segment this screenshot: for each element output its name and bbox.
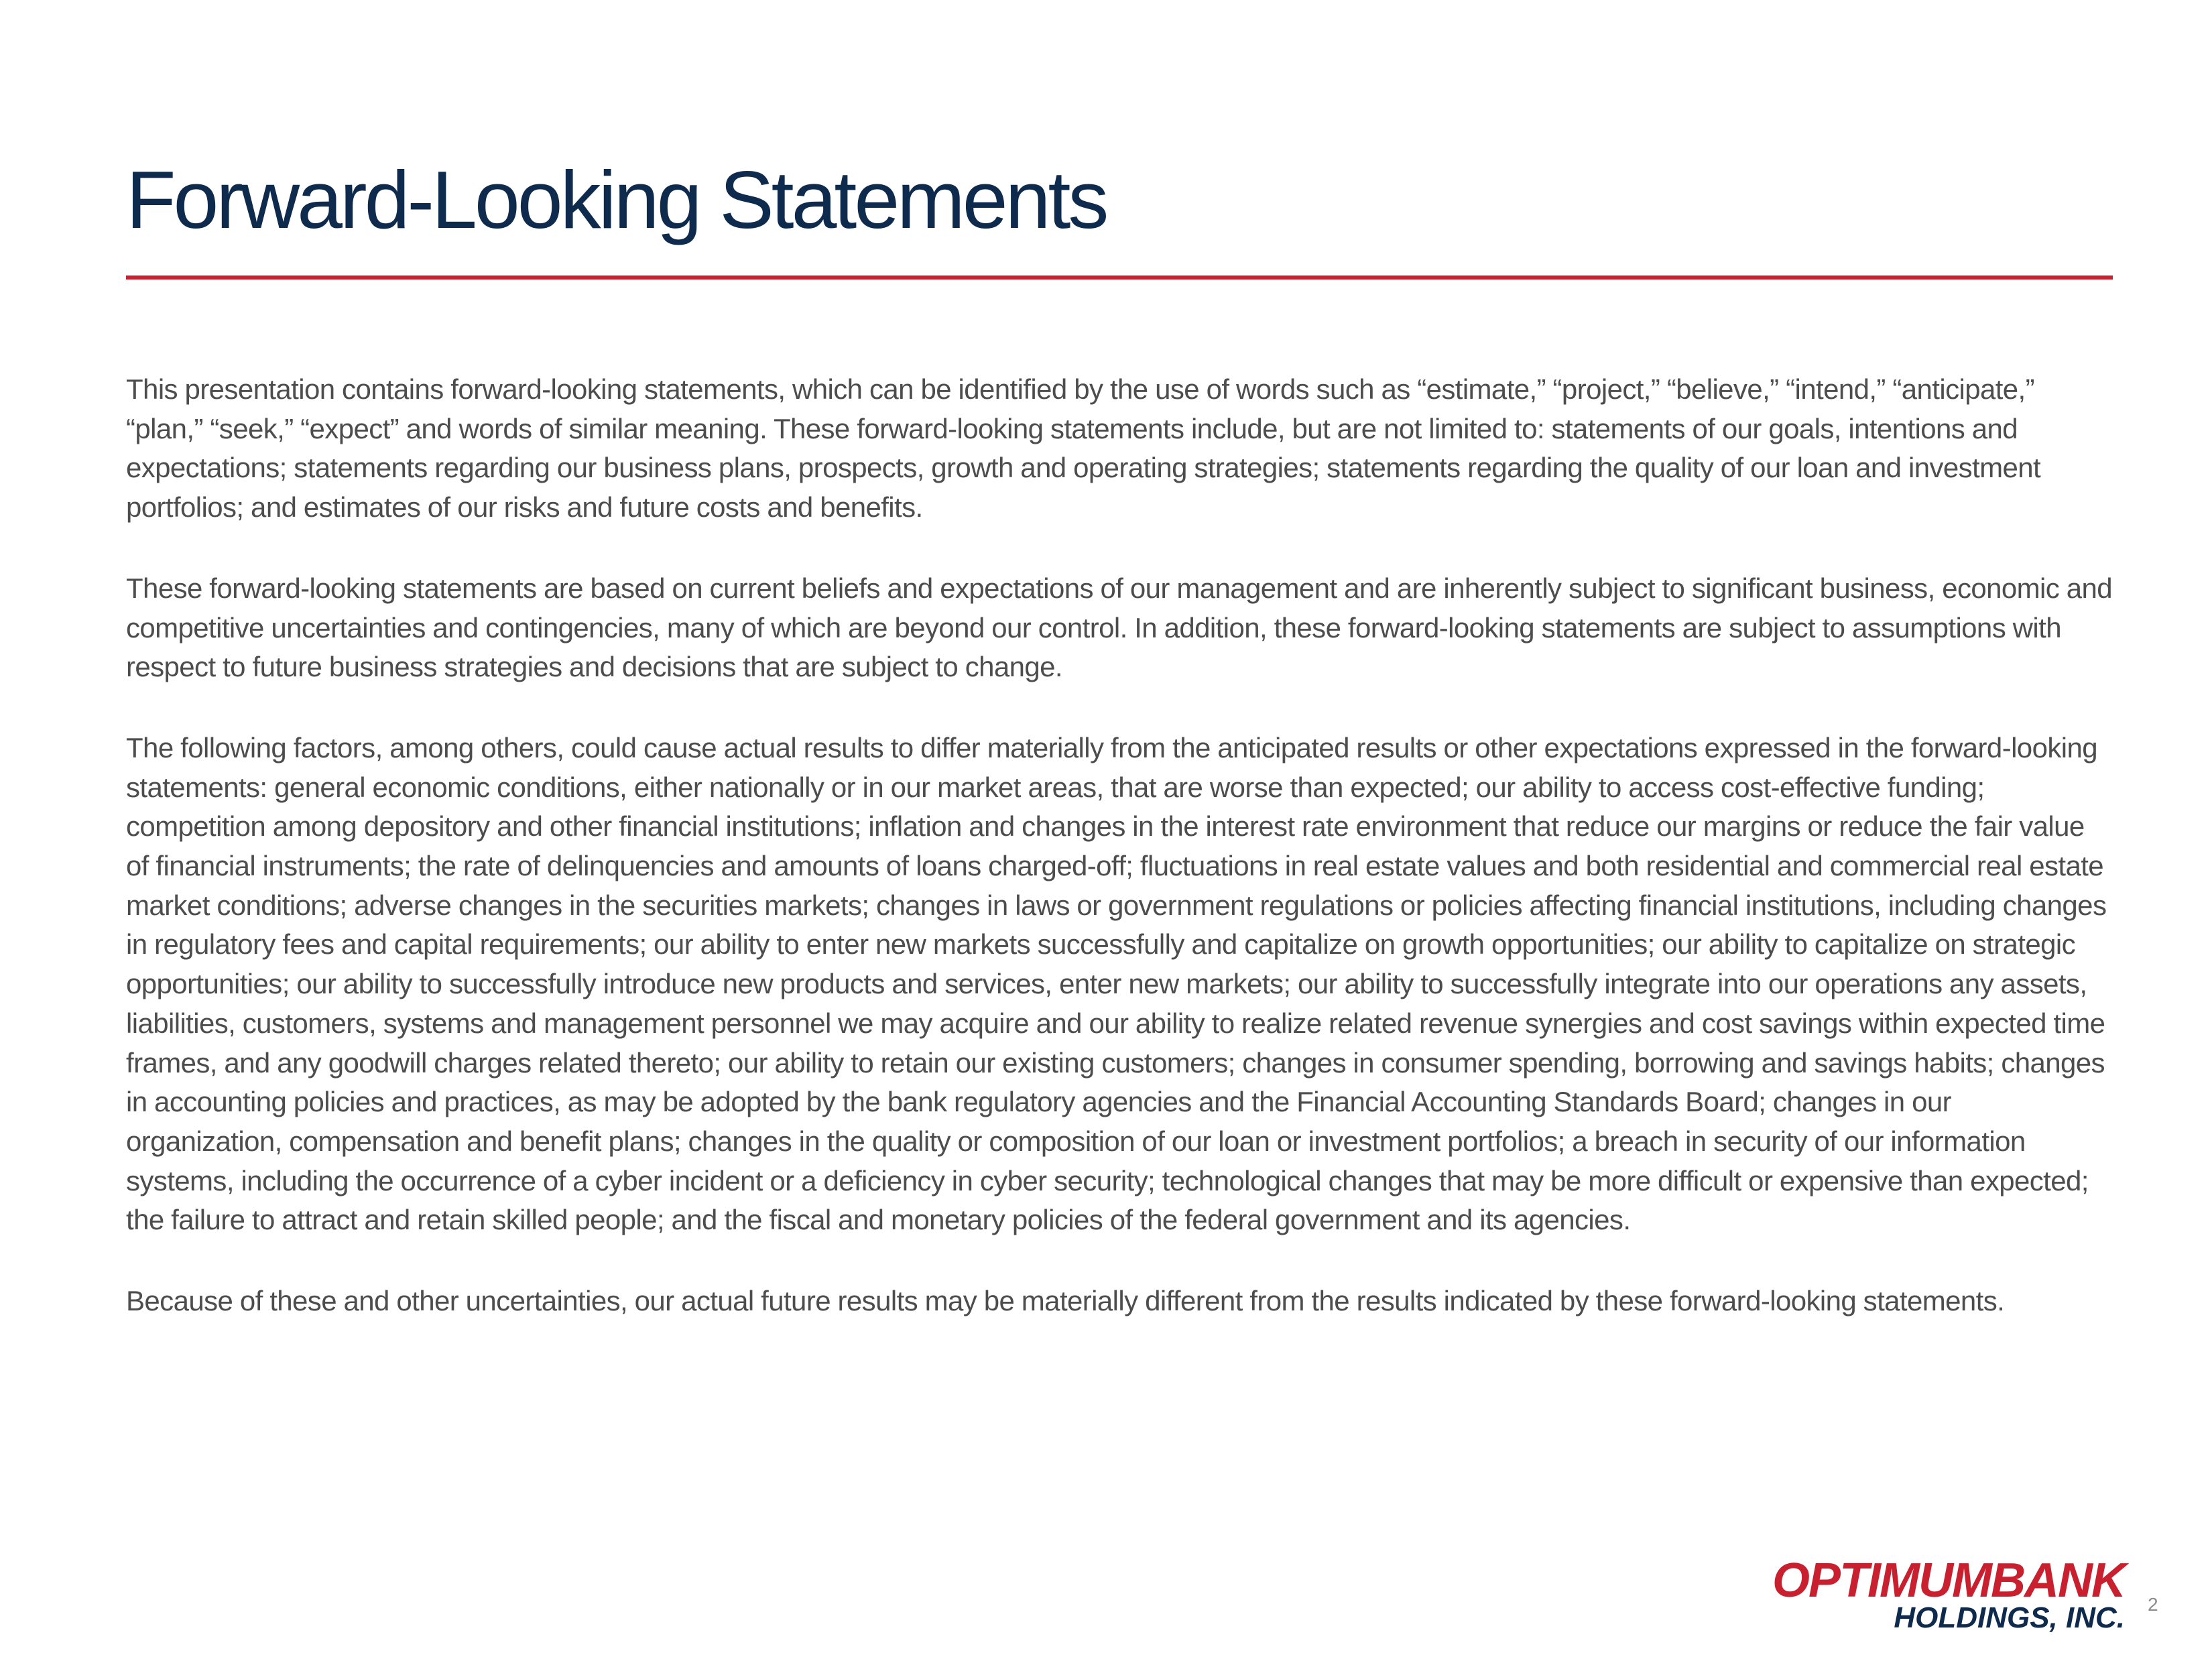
page-title: Forward-Looking Statements [126,154,1107,245]
paragraph-risk-factors: The following factors, among others, could cause actual results to differ materially from the anticipated results or other expectations expressed in the forward-looking statements: general economic conditions, either nationally or in our market areas, that are worse than expected; our ability to access cost-effective funding; competition among depository and other financial institutions; inflation and changes in the interest rate environment that reduce our margins or reduce the fair value of financial instruments; the rate of delinquencies and amounts of loans charged-off; fluctuations in real estate values and both residential and commercial real estate market conditions; adverse changes in the securities markets; changes in laws or government regulations or policies affecting financial institutions, including changes in regulatory fees and capital requirements; our ability to enter new markets successfully and capitalize on growth opportunities; our ability to capitalize on strategic opportunities; our ability to successfully introduce new products and services, enter new markets; our ability to successfully integrate into our operations any assets, liabilities, customers, systems and management personnel we may acquire and our ability to realize related revenue synergies and cost savings within expected time frames, and any goodwill charges related thereto; our ability to retain our existing customers; changes in consumer spending, borrowing and savings habits; changes in accounting policies and practices, as may be adopted by the bank regulatory agencies and the Financial Accounting Standards Board; changes in our organization, compensation and benefit plans; changes in the quality or composition of our loan or investment portfolios; a breach in security of our information systems, including the occurrence of a cyber incident or a deficiency in cyber security; technological changes that may be more difficult or expensive than expected; the failure to attract and retain skilled people; and the fiscal and monetary policies of the federal government and its agencies. [126,731,2107,1236]
paragraph-intro: This presentation contains forward-looking statements, which can be identified by the use of words such as “estimate,” “project,” “believe,” “intend,” “anticipate,” “plan,” “seek,” “expect” and words of similar meaning. These forward-looking statements include, but are not limited to: statements of our goals, intentions and expectations; statements regarding our business plans, prospects, growth and operating strategies; statements regarding the quality of our loan and investment portfolios; and estimates of our risks and future costs and benefits. [126,373,2041,524]
paragraph-conclusion: Because of these and other uncertainties, our actual future results may be materially different from the results indicated by these forward-looking statements. [126,1285,2005,1317]
logo-wordmark: OPTIMUMBANK [1772,1554,2125,1607]
page-number: 2 [2148,1594,2158,1615]
statement-body [126,370,2113,1363]
paragraph-assumptions: These forward-looking statements are based on current beliefs and expectations of our management and are inherently subject to significant business, economic and competitive uncertainties and contingencies, many of which are beyond our control. In addition, these forward-looking statements are subject to assumptions with respect to future business strategies and decisions that are subject to change. [126,572,2113,683]
logo-subtitle: HOLDINGS, INC. [1894,1601,2125,1634]
company-logo [1772,1554,2125,1634]
title-divider [126,275,2113,280]
